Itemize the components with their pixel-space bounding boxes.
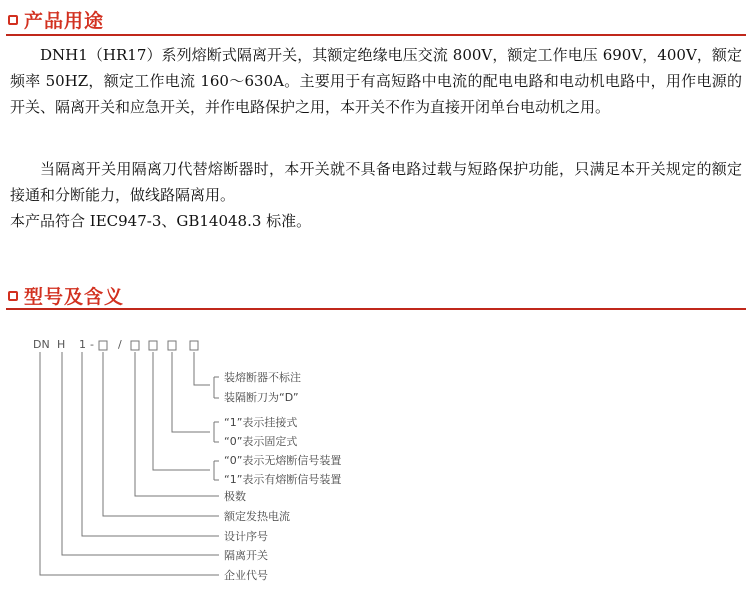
model-designation-diagram xyxy=(0,330,750,594)
section-header-model-meaning xyxy=(8,282,124,309)
code-box xyxy=(168,341,176,350)
paragraph-usage: DNH1（HR17）系列熔断式隔离开关，其额定绝缘电压交流 800V，额定工作电压 690V，400V，额定频率 50HZ，额定工作电流 160～630A。主要用于有高短路中电流的配电电路和电动机电路中，用作电源的开关、隔离开关和应急开关，并作电路保护之用，本开关不作为直接开闭单台电动机之用。 xyxy=(10,46,742,116)
code-dn: DN xyxy=(33,338,50,351)
label-design-no: 设计序号 xyxy=(224,530,268,543)
section-divider xyxy=(6,308,746,310)
label-fixed-type: “0”表示固定式 xyxy=(224,435,298,448)
label-hang-type: “1”表示挂接式 xyxy=(224,416,298,429)
label-rated-current: 额定发热电流 xyxy=(224,510,290,523)
square-bullet-icon xyxy=(8,291,18,301)
code-box xyxy=(190,341,198,350)
code-box xyxy=(99,341,107,350)
designation-lines xyxy=(0,330,750,594)
paragraph-standards: 本产品符合 IEC947-3、GB14048.3 标准。 xyxy=(10,212,312,230)
paragraph-isolation: 当隔离开关用隔离刀代替熔断器时，本开关就不具备电路过载与短路保护功能，只满足本开关规定的额定接通和分断能力，做线路隔离用。 xyxy=(10,160,742,204)
code-dash: - xyxy=(90,338,94,351)
section-header-product-use xyxy=(8,6,104,33)
label-fuse-blade: 装隔断刀为“D” xyxy=(224,391,299,404)
label-poles: 极数 xyxy=(224,490,246,503)
section-divider xyxy=(6,34,746,36)
label-fuse-none: 装熔断器不标注 xyxy=(224,371,301,384)
section-title: 型号及含义 xyxy=(24,286,125,308)
square-bullet-icon xyxy=(8,15,18,25)
code-1: 1 xyxy=(79,338,86,351)
label-signal: “1”表示有熔断信号装置 xyxy=(224,473,342,486)
code-box xyxy=(149,341,157,350)
label-no-signal: “0”表示无熔断信号装置 xyxy=(224,454,342,467)
code-slash: / xyxy=(118,338,122,351)
code-box xyxy=(131,341,139,350)
label-enterprise-code: 企业代号 xyxy=(224,569,268,582)
section-title: 产品用途 xyxy=(24,10,105,32)
code-h: H xyxy=(57,338,66,351)
label-isolating-switch: 隔离开关 xyxy=(224,549,268,562)
